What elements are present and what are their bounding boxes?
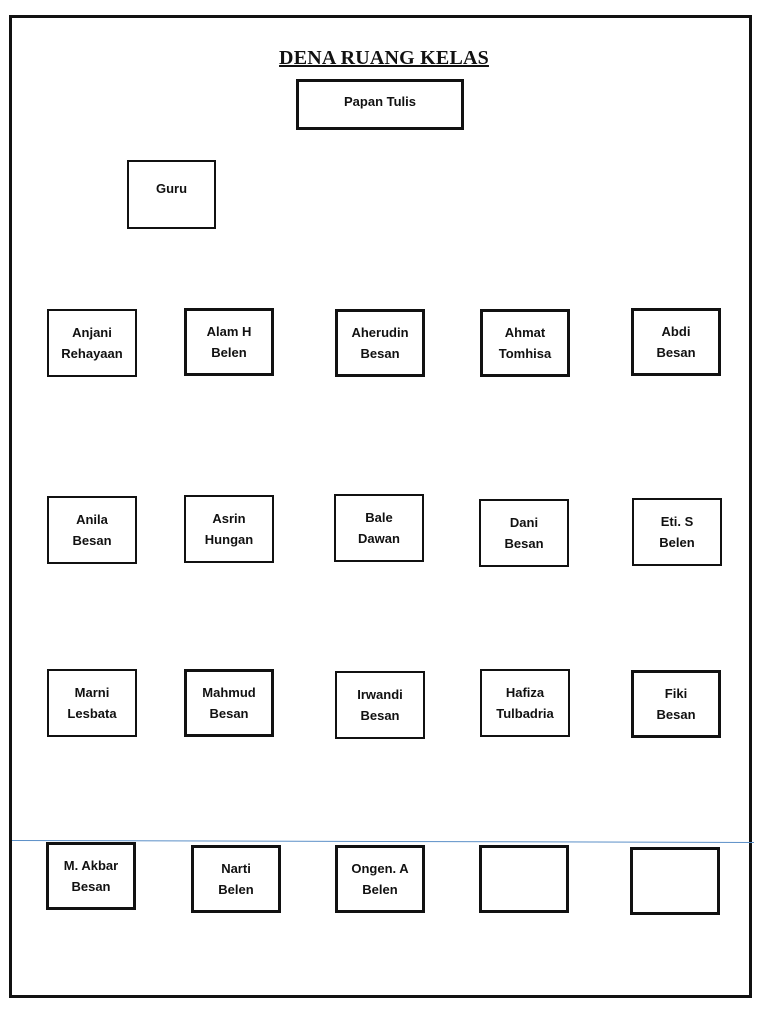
seat-r4-c5-empty — [630, 847, 720, 915]
seat-r1-c3 — [335, 309, 425, 377]
seat-r2-c5 — [632, 498, 722, 566]
seat-name-line1: Ongen. A — [351, 861, 409, 876]
seat-r3-c5 — [631, 670, 721, 738]
seat-name-line1: Anjani — [72, 325, 112, 340]
seat-name-line2: Besan — [360, 346, 400, 361]
seat-name-line1: Hafiza — [505, 685, 545, 700]
seat-r4-c3 — [335, 845, 425, 913]
seat-name-line2: Besan — [72, 533, 112, 548]
seat-r1-c2 — [184, 308, 274, 376]
seat-name-line1: Dani — [509, 515, 539, 530]
seat-name-line2: Besan — [656, 345, 696, 360]
seat-name-line1: Fiki — [664, 686, 688, 701]
seat-name-line2: Belen — [211, 345, 247, 360]
seat-name-line1: Mahmud — [202, 685, 256, 700]
seat-name-line1: Asrin — [212, 511, 246, 526]
seat-name-line2: Tulbadria — [496, 706, 554, 721]
seat-name-line2: Besan — [71, 879, 111, 894]
seat-name-line1: Abdi — [661, 324, 691, 339]
teacher-desk-box — [127, 160, 216, 229]
seat-name-line1: Ahmat — [504, 325, 546, 340]
seat-name-line1: Marni — [74, 685, 110, 700]
seat-r2-c3 — [334, 494, 424, 562]
seat-r3-c4 — [480, 669, 570, 737]
seat-name-line1: M. Akbar — [63, 858, 119, 873]
whiteboard-label: Papan Tulis — [344, 94, 416, 109]
seat-name-line2: Belen — [362, 882, 398, 897]
teacher-label: Guru — [155, 181, 188, 196]
whiteboard-box — [296, 79, 464, 130]
page-title: DENA RUANG KELAS — [279, 47, 489, 69]
seat-r3-c1 — [47, 669, 137, 737]
seat-r2-c4 — [479, 499, 569, 567]
seat-name-line1: Eti. S — [660, 514, 694, 529]
seat-r2-c1 — [47, 496, 137, 564]
seat-name-line1: Narti — [221, 861, 251, 876]
seat-name-line2: Tomhisa — [498, 346, 552, 361]
seat-name-line2: Dawan — [358, 531, 400, 546]
seat-name-line2: Besan — [504, 536, 544, 551]
seat-name-line2: Belen — [659, 535, 695, 550]
seat-r3-c3 — [335, 671, 425, 739]
seat-name-line2: Belen — [218, 882, 254, 897]
seat-r3-c2 — [184, 669, 274, 737]
seat-name-line1: Aherudin — [351, 325, 409, 340]
seat-name-line1: Alam H — [206, 324, 252, 339]
seat-name-line2: Lesbata — [67, 706, 117, 721]
seat-name-line2: Besan — [656, 707, 696, 722]
seat-name-line2: Besan — [360, 708, 400, 723]
seat-name-line1: Bale — [365, 510, 393, 525]
seat-name-line2: Hungan — [204, 532, 254, 547]
seat-r2-c2 — [184, 495, 274, 563]
seat-r4-c4-empty — [479, 845, 569, 913]
seat-r1-c5 — [631, 308, 721, 376]
seat-name-line1: Anila — [76, 512, 108, 527]
seat-r4-c1 — [46, 842, 136, 910]
seat-r1-c4 — [480, 309, 570, 377]
seat-r1-c1 — [47, 309, 137, 377]
seat-name-line1: Irwandi — [357, 687, 403, 702]
seat-r4-c2 — [191, 845, 281, 913]
seat-name-line2: Rehayaan — [61, 346, 123, 361]
seat-name-line2: Besan — [209, 706, 249, 721]
